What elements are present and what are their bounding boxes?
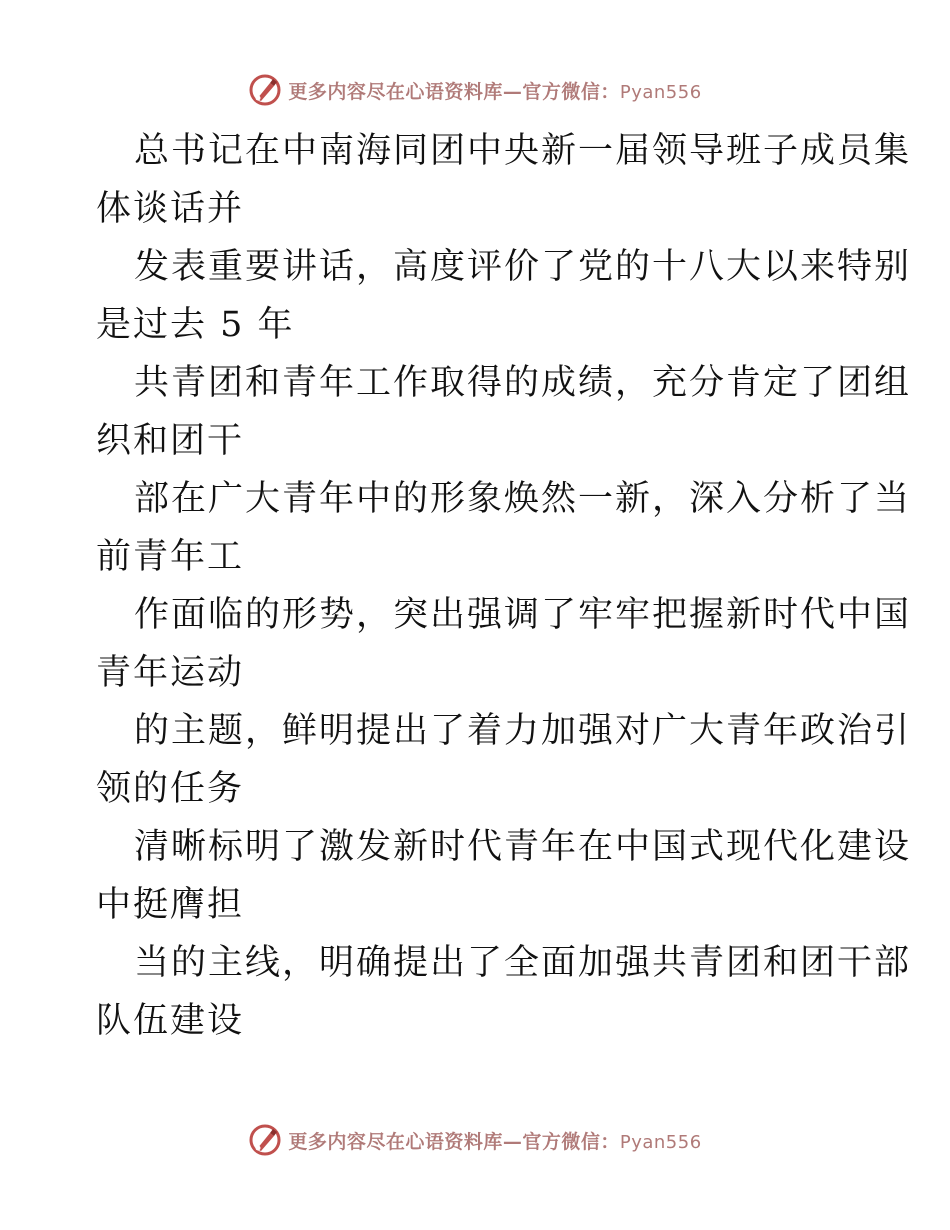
paragraph-line: 织和团干 bbox=[96, 421, 245, 461]
paragraph bbox=[96, 122, 912, 238]
watermark-id: Pyan556 bbox=[619, 1131, 702, 1153]
paragraph-line: 发表重要讲话，高度评价了党的十八大以来特别 bbox=[134, 247, 912, 287]
paragraph bbox=[96, 470, 912, 586]
paragraph-line: 是过去 5 年 bbox=[96, 305, 295, 345]
paragraph-line: 体谈话并 bbox=[96, 189, 245, 229]
paragraph bbox=[96, 818, 912, 934]
paragraph-line: 中挺膺担 bbox=[96, 885, 245, 925]
paragraph-line: 共青团和青年工作取得的成绩，充分肯定了团组 bbox=[134, 363, 912, 403]
pen-logo-icon bbox=[248, 1123, 282, 1157]
paragraph bbox=[96, 702, 912, 818]
paragraph-line: 领的任务 bbox=[96, 769, 245, 809]
paragraph bbox=[96, 934, 912, 1050]
paragraph bbox=[96, 354, 912, 470]
pen-logo-icon bbox=[248, 73, 282, 107]
paragraph-line: 当的主线，明确提出了全面加强共青团和团干部 bbox=[134, 943, 912, 983]
header-watermark bbox=[0, 72, 950, 108]
paragraph-line: 总书记在中南海同团中央新一届领导班子成员集 bbox=[134, 131, 912, 171]
paragraph-line: 队伍建设 bbox=[96, 1001, 245, 1041]
paragraph-line: 作面临的形势，突出强调了牢牢把握新时代中国 bbox=[134, 595, 912, 635]
paragraph bbox=[96, 586, 912, 702]
watermark-text bbox=[288, 77, 701, 104]
watermark-text bbox=[288, 1127, 701, 1154]
footer-watermark bbox=[0, 1122, 950, 1158]
watermark-cn: 更多内容尽在心语资料库—官方微信： bbox=[288, 80, 620, 103]
paragraph-line: 部在广大青年中的形象焕然一新，深入分析了当 bbox=[134, 479, 912, 519]
paragraph-line: 前青年工 bbox=[96, 537, 245, 577]
paragraph-line: 的主题，鲜明提出了着力加强对广大青年政治引 bbox=[134, 711, 912, 751]
watermark-id: Pyan556 bbox=[619, 81, 702, 103]
paragraph-line: 青年运动 bbox=[96, 653, 245, 693]
paragraph bbox=[96, 238, 912, 354]
paragraph-line: 清晰标明了激发新时代青年在中国式现代化建设 bbox=[134, 827, 912, 867]
document-body bbox=[96, 122, 912, 1050]
watermark-cn: 更多内容尽在心语资料库—官方微信： bbox=[288, 1130, 620, 1153]
